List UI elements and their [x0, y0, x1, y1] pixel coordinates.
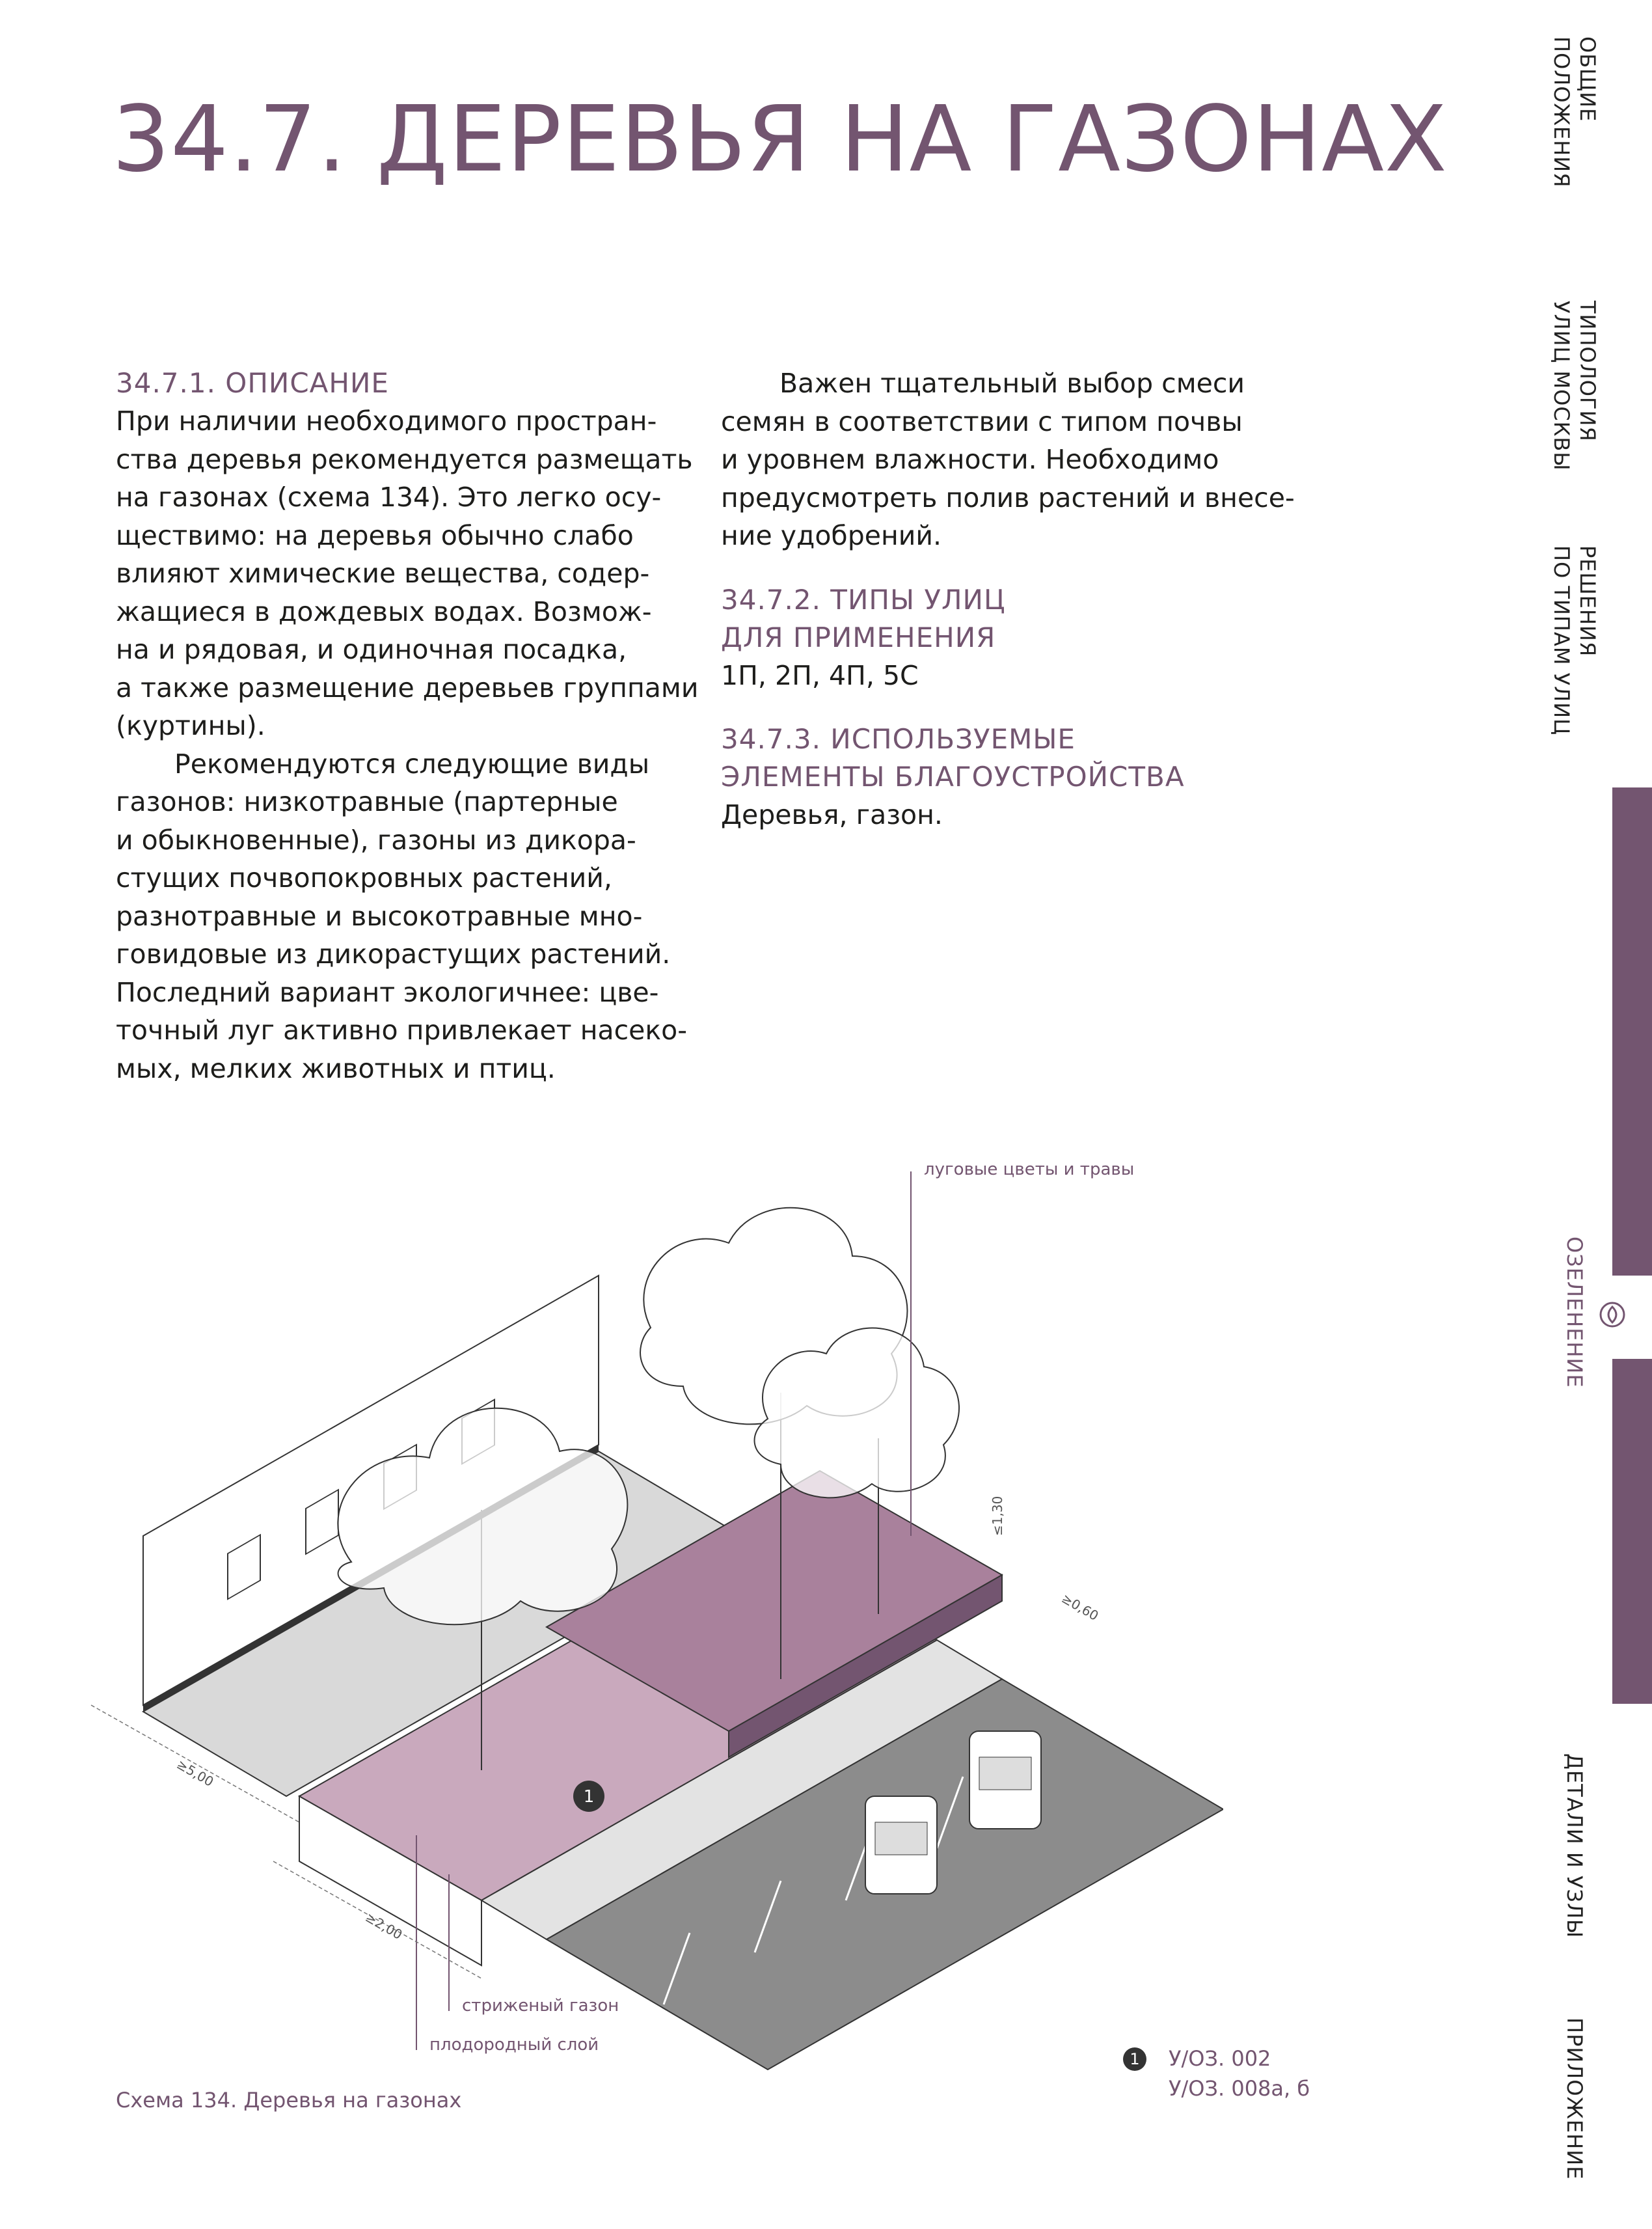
- reference-marker: 1: [1123, 2047, 1146, 2071]
- dimension-width2: ≥2,00: [362, 1909, 405, 1943]
- side-nav-general[interactable]: ОБЩИЕ ПОЛОЖЕНИЯ: [1549, 36, 1600, 188]
- spacer: [721, 694, 1307, 720]
- trees-on-lawns-diagram: [78, 1145, 1223, 2109]
- side-nav-details[interactable]: ДЕТАЛИ И УЗЛЫ: [1562, 1753, 1587, 1939]
- elements-text: Деревья, газон.: [721, 799, 943, 830]
- side-tab-bar: [1612, 787, 1652, 1276]
- reference-codes: [1169, 2044, 1310, 2103]
- label-mowed: стриженый газон: [462, 1996, 619, 2016]
- label-soil: плодородный слой: [429, 2035, 599, 2055]
- side-nav-solutions[interactable]: РЕШЕНИЯ ПО ТИПАМ УЛИЦ: [1549, 545, 1600, 735]
- diagram-marker-label: 1: [583, 1787, 595, 1807]
- left-column: [116, 364, 701, 1087]
- label-meadow: луговые цветы и травы: [924, 1160, 1135, 1179]
- description-paragraph-3: Важен тщательный выбор смеси семян в соответствии с типом почвы и уровнем влажности. Необходимо предусмотреть полив растений и внесе- ние удобрений.: [721, 368, 1295, 551]
- reference-code: У/ОЗ. 008а, б: [1169, 2076, 1310, 2101]
- section-heading-elements: 34.7.3. ИСПОЛЬЗУЕМЫЕ ЭЛЕМЕНТЫ БЛАГОУСТРОЙСТВА: [721, 723, 1185, 793]
- car: [865, 1796, 937, 1894]
- street-types-text: 1П, 2П, 4П, 5С: [721, 659, 919, 691]
- page-title: 34.7. ДЕРЕВЬЯ НА ГАЗОНАХ: [112, 87, 1448, 193]
- dimension-width1: ≥5,00: [174, 1756, 217, 1790]
- car: [969, 1731, 1041, 1829]
- side-nav-greening[interactable]: ОЗЕЛЕНЕНИЕ: [1562, 1237, 1587, 1388]
- description-paragraph-1: При наличии необходимого простран- ства деревья рекомендуется размещать на газонах (схема 134). Это легко осу- ществимо: на деревья обычно слабо влияют химические вещества, содер- жащиеся в дождевых водах. Возмож- на и рядовая, и одиночная посадка, а также размещение деревьев группами (куртины).: [116, 405, 699, 741]
- side-nav-appendix[interactable]: ПРИЛОЖЕНИЕ: [1562, 2017, 1587, 2180]
- description-paragraph-2: Рекомендуются следующие виды газонов: низкотравные (партерные и обыкновенные), газоны из дикора- стущих почвопокровных растений, разнотравные и высокотравные мно- говидовые из дикорастущих растений. Последний вариант экологичнее: цве- точный луг активно привлекает насеко- мых, мелких животных и птиц.: [116, 748, 688, 1084]
- section-heading-street-types: 34.7.2. ТИПЫ УЛИЦ ДЛЯ ПРИМЕНЕНИЯ: [721, 583, 1006, 653]
- figure-caption: Схема 134. Деревья на газонах: [116, 2088, 462, 2113]
- section-heading-description: 34.7.1. ОПИСАНИЕ: [116, 367, 389, 399]
- side-nav-typology[interactable]: ТИПОЛОГИЯ УЛИЦ МОСКВЫ: [1549, 301, 1600, 471]
- dimension-height: ≤1,30: [990, 1496, 1005, 1536]
- spacer: [721, 555, 1307, 581]
- leaf-icon: [1598, 1300, 1627, 1329]
- reference-code: У/ОЗ. 002: [1169, 2046, 1271, 2071]
- side-tab-bar: [1612, 1359, 1652, 1704]
- dimension-offset: ≥0,60: [1059, 1590, 1102, 1624]
- right-column: [721, 364, 1307, 834]
